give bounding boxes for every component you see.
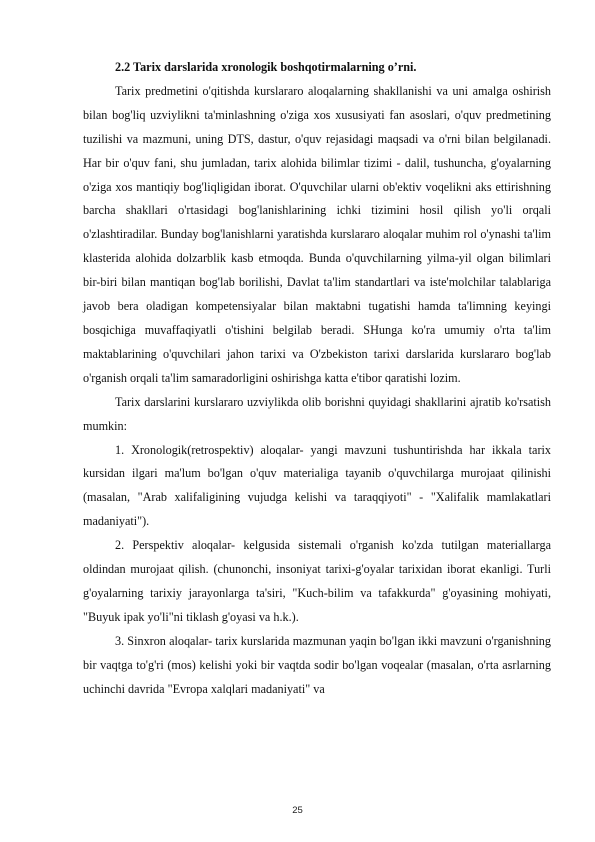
paragraph-chronological: 1. Xronologik(retrospektiv) aloqalar- yangi mavzuni tushuntirishda har ikkala tarix kursidan ilgari ma'lum bo'lgan o'quv materialiga tayanib o'quvchilarga murojaat qilinishi (masalan, "Arab xalifaligining vujudga kelishi va taraqqiyoti" - "Xalifalik mamlakatlari madaniyati"). [83, 442, 551, 529]
section-heading: 2.2 Tarix darslarida xronologik boshqotirmalarning o’rni. [115, 60, 417, 74]
page-number: 25 [292, 805, 303, 816]
paragraph-synchronous: 3. Sinxron aloqalar- tarix kurslarida mazmunan yaqin bo'lgan ikki mavzuni o'rganishning bir vaqtga to'g'ri (mos) kelishi yoki bir vaqtda sodir bo'lgan voqealar (masalan, o'rta asrlarning uchinchi davrida "Evropa xalqlari madaniyati" va [83, 633, 551, 696]
document-body [83, 60, 551, 701]
paragraph-perspective: 2. Perspektiv aloqalar- kelgusida sistemali o'rganish ko'zda tutilgan materiallarga oldindan murojaat qilish. (chunonchi, insoniyat tarixi-g'oyalar tarixidan iborat ekanligi. Turli g'oyalarning tarixiy jarayonlarga ta'siri, "Kuch-bilim va tafakkurda" g'oyasining mohiyati, "Buyuk ipak yo'li"ni tiklash g'oyasi va h.k.). [83, 538, 551, 624]
paragraph-forms-intro: Tarix darslarini kurslararo uzviylikda olib borishni quyidagi shakllarini ajratib ko'rsatish mumkin: [83, 394, 551, 433]
paragraph-intro: Tarix predmetini o'qitishda kurslararo aloqalarning shakllanishi va uni amalga oshirish bilan bog'liq uzviylikni ta'minlashning o'ziga xos xususiyati fan asoslari, o'quv predmetining tuzilishi va mazmuni, uning DTS, dastur, o'quv rejasidagi maqsadi va o'rni bilan belgilanadi. Har bir o'quv fani, shu jumladan, tarix alohida bilimlar tizimi - dalil, tushuncha, g'oyalarning o'ziga xos mantiqiy bog'liqligidan iborat. O'quvchilar ularni ob'ektiv voqelikni aks ettirishning barcha shakllari o'rtasidagi bog'lanishlarining ichki tizimini hosil qilish yo'li orqali o'zlashtiradilar. Bunday bog'lanishlarni yaratishda kurslararo aloqalar muhim rol o'ynashi ta'lim klasterida alohida dolzarblik kasb etmoqda. Bunda o'quvchilarning yilma-yil olgan bilimlari bir-biri bilan mantiqan bog'lab borilishi, Davlat ta'lim standartlari va iste'molchilar talablariga javob bera oladigan kompetensiyalar bilan maktabni tugatishi hamda ta'limning keyingi bosqichiga muvaffaqiyatli o'tishini belgilab beradi. SHunga ko'ra umumiy o'rta ta'lim maktablarining o'quvchilari jahon tarixi va O'zbekiston tarixi darslarida kurslararo bog'lab o'rganish orqali ta'lim samaradorligini oshirishga katta e'tibor qaratishi lozim. [83, 83, 551, 385]
